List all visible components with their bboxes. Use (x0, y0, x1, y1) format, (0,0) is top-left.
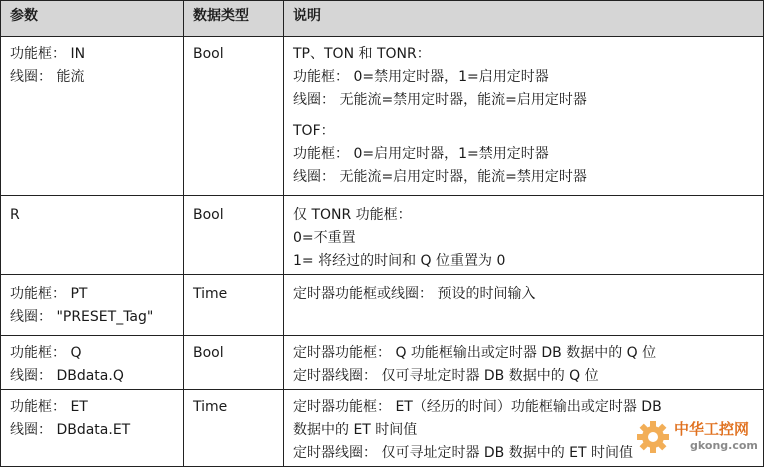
desc-line: 定时器功能框： Q 功能框输出或定时器 DB 数据中的 Q 位 (293, 345, 657, 361)
header-description: 说明 (284, 1, 764, 37)
watermark-url: gkong.com (690, 439, 758, 452)
table-row (1, 37, 764, 196)
watermark-title: 中华工控网 (674, 420, 750, 438)
param-line: 线圈： "PRESET_Tag" (10, 309, 154, 325)
desc-line: TOF： (293, 123, 335, 139)
desc-line: 定时器线圈： 仅可寻址定时器 DB 数据中的 Q 位 (293, 368, 599, 384)
gear-icon (636, 420, 670, 454)
param-line: R (10, 207, 20, 223)
header-datatype: 数据类型 (184, 1, 284, 37)
desc-line: 1= 将经过的时间和 Q 位重置为 0 (293, 253, 506, 269)
desc-cell (284, 336, 764, 390)
desc-line: 线圈： 无能流=启用定时器，能流=禁用定时器 (293, 169, 587, 185)
desc-line: 仅 TONR 功能框： (293, 207, 412, 223)
param-cell (1, 275, 184, 336)
param-line: 线圈： 能流 (10, 69, 85, 85)
table-row (1, 275, 764, 336)
type-cell: Bool (184, 196, 284, 275)
param-line: 功能框： IN (10, 46, 86, 62)
type-cell: Bool (184, 336, 284, 390)
table-row (1, 336, 764, 390)
table-row (1, 196, 764, 275)
desc-cell (284, 275, 764, 336)
desc-line: 定时器功能框或线圈： 预设的时间输入 (293, 286, 536, 302)
desc-line: 0=不重置 (293, 230, 356, 246)
param-cell (1, 196, 184, 275)
desc-line: 线圈： 无能流=禁用定时器，能流=启用定时器 (293, 92, 587, 108)
desc-line: 功能框： 0=启用定时器，1=禁用定时器 (293, 146, 549, 162)
desc-line: 数据中的 ET 时间值 (293, 422, 418, 438)
type-cell: Time (184, 390, 284, 467)
param-line: 线圈： DBdata.Q (10, 368, 124, 384)
header-row (1, 1, 764, 37)
desc-line: 定时器线圈： 仅可寻址定时器 DB 数据中的 ET 时间值 (293, 445, 634, 461)
desc-line: 定时器功能框： ET（经历的时间）功能框输出或定时器 DB (293, 399, 662, 415)
param-line: 功能框： Q (10, 345, 82, 361)
type-cell: Time (184, 275, 284, 336)
param-cell (1, 336, 184, 390)
param-line: 线圈： DBdata.ET (10, 422, 131, 438)
desc-cell (284, 196, 764, 275)
desc-line: TP、TON 和 TONR： (293, 46, 431, 62)
desc-cell (284, 37, 764, 196)
watermark (636, 418, 760, 458)
header-param: 参数 (1, 1, 184, 37)
param-cell (1, 390, 184, 467)
type-cell: Bool (184, 37, 284, 196)
param-line: 功能框： ET (10, 399, 88, 415)
desc-line: 功能框： 0=禁用定时器，1=启用定时器 (293, 69, 549, 85)
param-line: 功能框： PT (10, 286, 88, 302)
param-cell (1, 37, 184, 196)
